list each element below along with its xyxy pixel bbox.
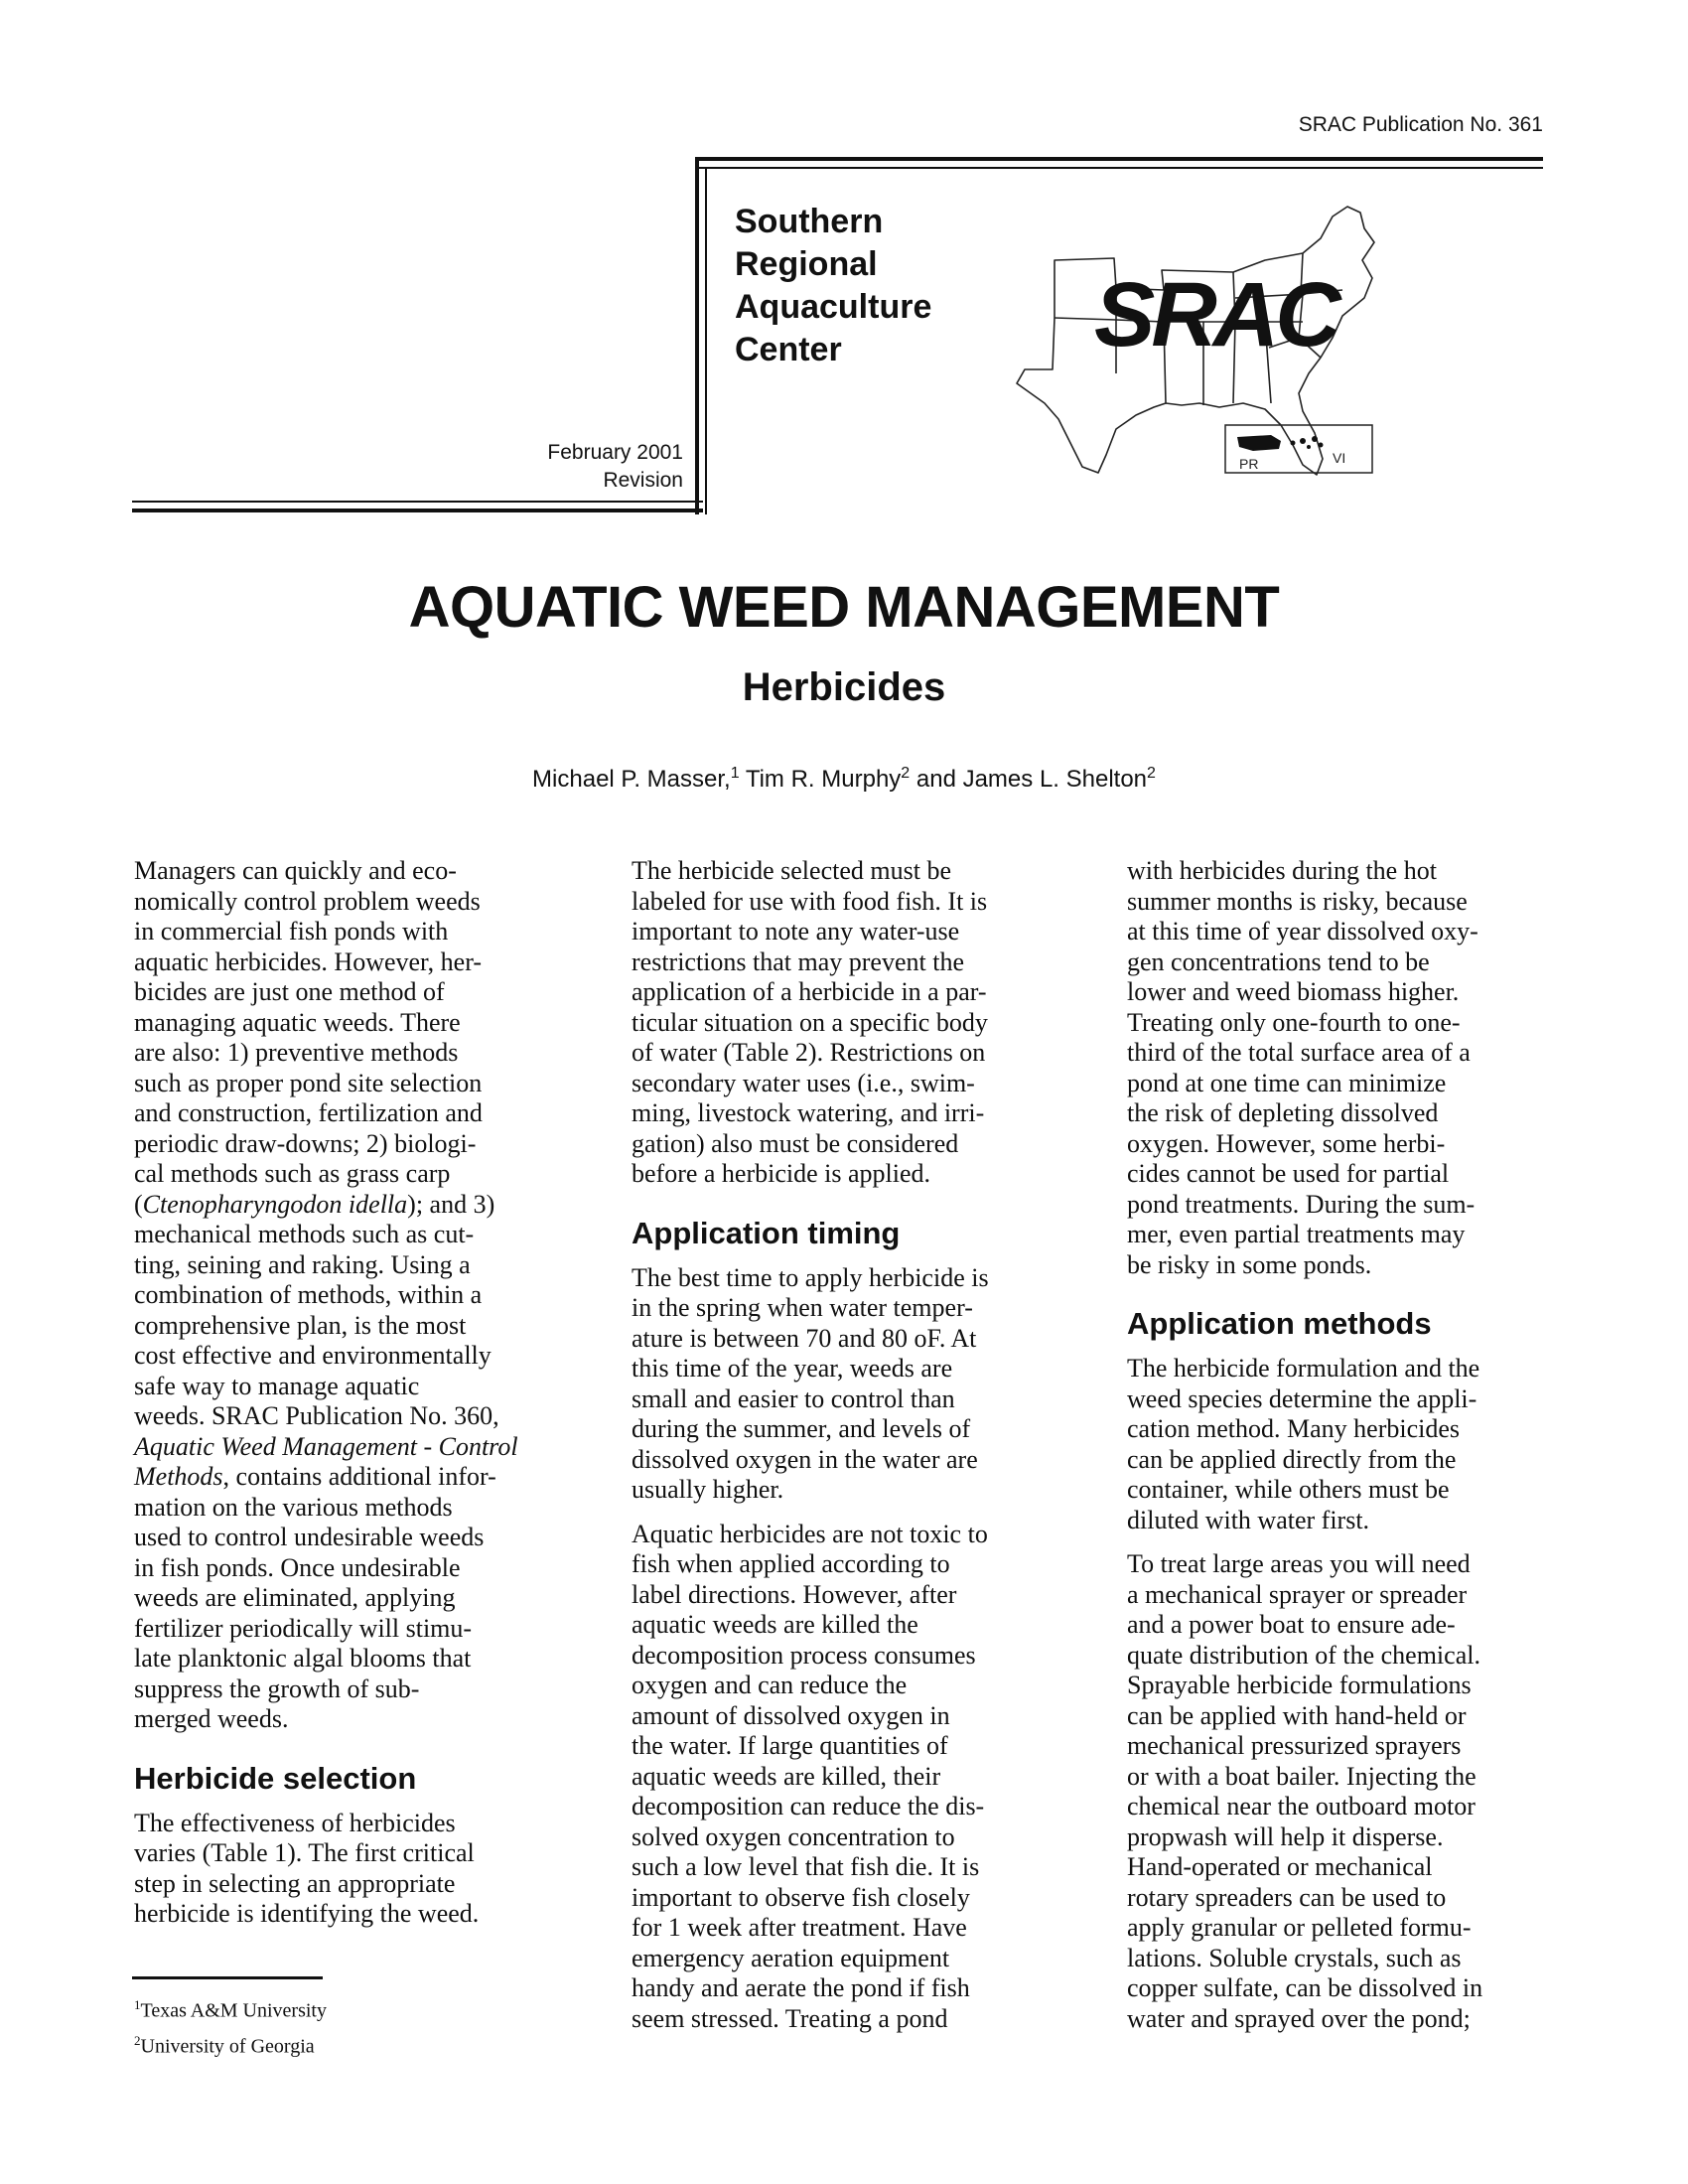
header-rule xyxy=(695,157,1543,161)
text-line: third of the total surface area of a xyxy=(1127,1038,1471,1067)
column-1 xyxy=(134,856,571,1944)
paragraph xyxy=(632,1263,1068,1506)
text-line: mation on the various methods xyxy=(134,1492,453,1522)
text-line: propwash will help it disperse. xyxy=(1127,1821,1444,1851)
affiliation-marker: 2 xyxy=(901,765,911,782)
text-line: Managers can quickly and eco- xyxy=(134,856,457,885)
text-line: gation) also must be considered xyxy=(632,1128,959,1158)
text-line: are also: 1) preventive methods xyxy=(134,1038,459,1067)
paragraph xyxy=(1127,1549,1564,2034)
footnotes xyxy=(134,1990,327,2061)
text-line: lations. Soluble crystals, such as xyxy=(1127,1943,1462,1972)
document-title: AQUATIC WEED MANAGEMENT xyxy=(408,575,1280,640)
org-line: Center xyxy=(735,331,842,368)
text-line: emergency aeration equipment xyxy=(632,1943,950,1972)
footnote-marker: 1 xyxy=(134,1997,141,2012)
vi-label: VI xyxy=(1333,450,1346,466)
text-line: be risky in some ponds. xyxy=(1127,1249,1372,1279)
text-line: important to note any water-use xyxy=(632,917,960,946)
footnote-marker: 2 xyxy=(134,2032,141,2048)
text-line: at this time of year dissolved oxy- xyxy=(1127,917,1478,946)
text-line: a mechanical sprayer or spreader xyxy=(1127,1579,1468,1609)
author-name: Tim R. Murphy xyxy=(739,766,902,793)
header-rule xyxy=(132,501,703,503)
text-line: pond treatments. During the sum- xyxy=(1127,1189,1476,1219)
text-line: copper sulfate, can be dissolved in xyxy=(1127,1973,1483,2002)
document-subtitle: Herbicides xyxy=(742,665,946,709)
org-line: Regional xyxy=(735,245,878,283)
paragraph xyxy=(632,1520,1068,2035)
paragraph xyxy=(1127,856,1564,1280)
text-line: this time of the year, weeds are xyxy=(632,1354,953,1383)
text-line: rotary spreaders can be used to xyxy=(1127,1882,1447,1912)
text-line: before a herbicide is applied. xyxy=(632,1159,931,1188)
paragraph xyxy=(134,856,571,1735)
text-line: decomposition can reduce the dis- xyxy=(632,1792,985,1820)
puerto-rico-shape xyxy=(1237,435,1281,451)
text-line: (Ctenopharyngodon idella); and 3) xyxy=(134,1189,495,1219)
text-line: dissolved oxygen in the water are xyxy=(632,1444,978,1474)
srac-map-logo xyxy=(1005,199,1402,487)
text-line: usually higher. xyxy=(632,1475,784,1504)
revision-text: Revision xyxy=(603,469,683,492)
text-line: important to observe fish closely xyxy=(632,1882,970,1912)
text-line: periodic draw-downs; 2) biologi- xyxy=(134,1128,477,1158)
text-line: suppress the growth of sub- xyxy=(134,1674,420,1703)
section-heading: Application methods xyxy=(1127,1306,1432,1341)
text-line: lower and weed biomass higher. xyxy=(1127,977,1460,1006)
text-line: diluted with water first. xyxy=(1127,1505,1370,1534)
text-line: bicides are just one method of xyxy=(134,977,445,1006)
text-line: pond at one time can minimize xyxy=(1127,1068,1447,1097)
text-line: The herbicide formulation and the xyxy=(1127,1354,1480,1383)
text-line: Aquatic Weed Management - Control xyxy=(134,1431,518,1461)
text-line: application of a herbicide in a par- xyxy=(632,977,987,1006)
paragraph xyxy=(134,1809,571,1930)
text-line: safe way to manage aquatic xyxy=(134,1371,420,1400)
logo-text: SRAC xyxy=(1094,264,1337,365)
text-line: decomposition process consumes xyxy=(632,1640,976,1670)
text-line: weeds. SRAC Publication No. 360, xyxy=(134,1401,499,1430)
text-line: ming, livestock watering, and irri- xyxy=(632,1098,985,1127)
text-line: secondary water uses (i.e., swim- xyxy=(632,1068,975,1097)
text-line: Methods, contains additional infor- xyxy=(134,1462,496,1491)
text-line: nomically control problem weeds xyxy=(134,886,481,916)
header-rule xyxy=(695,157,699,514)
text-line: weeds are eliminated, applying xyxy=(134,1583,456,1612)
text-line: oxygen. However, some herbi- xyxy=(1127,1128,1446,1158)
section-heading: Application timing xyxy=(632,1215,901,1250)
text-line: for 1 week after treatment. Have xyxy=(632,1913,967,1942)
text-line: herbicide is identifying the weed. xyxy=(134,1899,480,1928)
date-text: February 2001 xyxy=(547,441,683,464)
text-line: mechanical methods such as cut- xyxy=(134,1220,475,1248)
text-line: cides cannot be used for partial xyxy=(1127,1159,1450,1188)
text-line: varies (Table 1). The first critical xyxy=(134,1838,475,1867)
text-line: managing aquatic weeds. There xyxy=(134,1007,461,1037)
text-line: and construction, fertilization and xyxy=(134,1098,483,1127)
text-line: amount of dissolved oxygen in xyxy=(632,1700,950,1730)
text-line: of water (Table 2). Restrictions on xyxy=(632,1038,986,1067)
text-line: cal methods such as grass carp xyxy=(134,1159,451,1188)
text-line: label directions. However, after xyxy=(632,1579,957,1609)
footnote-text: University of Georgia xyxy=(140,2035,315,2058)
text-line: in commercial fish ponds with xyxy=(134,917,449,946)
organization-name xyxy=(735,201,931,371)
text-line: To treat large areas you will need xyxy=(1127,1549,1471,1578)
text-line: quate distribution of the chemical. xyxy=(1127,1640,1480,1670)
column-2 xyxy=(632,856,1068,2048)
header-rule xyxy=(705,167,707,514)
text-line: seem stressed. Treating a pond xyxy=(632,2003,948,2033)
text-line: mechanical pressurized sprayers xyxy=(1127,1731,1462,1760)
text-line: water and sprayed over the pond; xyxy=(1127,2003,1471,2033)
pr-label: PR xyxy=(1239,456,1259,472)
text-line: ticular situation on a specific body xyxy=(632,1007,988,1037)
text-line: solved oxygen concentration to xyxy=(632,1821,955,1851)
footnote xyxy=(134,2026,327,2062)
text-line: cation method. Many herbicides xyxy=(1127,1414,1461,1443)
text-line: restrictions that may prevent the xyxy=(632,946,965,976)
text-line: weed species determine the appli- xyxy=(1127,1383,1477,1413)
text-line: summer months is risky, because xyxy=(1127,886,1468,916)
text-line: ting, seining and raking. Using a xyxy=(134,1249,471,1279)
column-3 xyxy=(1127,856,1564,2048)
text-line: The best time to apply herbicide is xyxy=(632,1262,989,1292)
text-line: The herbicide selected must be xyxy=(632,856,951,885)
text-line: Treating only one-fourth to one- xyxy=(1127,1007,1461,1037)
footnote-text: Texas A&M University xyxy=(140,1999,327,2022)
text-line: labeled for use with food fish. It is xyxy=(632,886,988,916)
text-line: the water. If large quantities of xyxy=(632,1731,948,1760)
text-line: or with a boat bailer. Injecting the xyxy=(1127,1761,1477,1791)
text-line: small and easier to control than xyxy=(632,1383,955,1413)
text-line: fish when applied according to xyxy=(632,1549,950,1578)
text-line: merged weeds. xyxy=(134,1704,289,1733)
publication-number: SRAC Publication No. 361 xyxy=(1298,113,1543,136)
affiliation-marker: 1 xyxy=(730,765,740,782)
text-line: such a low level that fish die. It is xyxy=(632,1852,980,1881)
text-line: in fish ponds. Once undesirable xyxy=(134,1552,461,1582)
text-line: late planktonic algal blooms that xyxy=(134,1644,472,1673)
text-line: the risk of depleting dissolved xyxy=(1127,1098,1439,1127)
text-line: Aquatic herbicides are not toxic to xyxy=(632,1519,988,1548)
header-rule xyxy=(132,509,703,512)
text-line: such as proper pond site selection xyxy=(134,1068,483,1097)
text-line: gen concentrations tend to be xyxy=(1127,946,1430,976)
text-line: can be applied directly from the xyxy=(1127,1444,1457,1474)
org-line: Aquaculture xyxy=(735,288,932,326)
text-line: aquatic weeds are killed the xyxy=(632,1610,918,1639)
text-line: aquatic weeds are killed, their xyxy=(632,1761,941,1791)
text-line: can be applied with hand-held or xyxy=(1127,1700,1467,1730)
affiliation-marker: 2 xyxy=(1147,765,1156,782)
text-line: in the spring when water temper- xyxy=(632,1293,973,1322)
footnote-rule xyxy=(132,1976,323,1979)
author-line xyxy=(0,765,1688,794)
text-line: aquatic herbicides. However, her- xyxy=(134,946,482,976)
author-name: and James L. Shelton xyxy=(910,766,1148,793)
text-line: mer, even partial treatments may xyxy=(1127,1220,1466,1248)
text-line: during the summer, and levels of xyxy=(632,1414,971,1443)
text-line: handy and aerate the pond if fish xyxy=(632,1973,970,2002)
text-line: combination of methods, within a xyxy=(134,1280,483,1309)
text-line: with herbicides during the hot xyxy=(1127,856,1437,885)
text-line: step in selecting an appropriate xyxy=(134,1868,456,1898)
author-name: Michael P. Masser, xyxy=(532,766,731,793)
text-line: used to control undesirable weeds xyxy=(134,1523,485,1551)
paragraph xyxy=(1127,1354,1564,1535)
org-line: Southern xyxy=(735,203,884,240)
text-line: fertilizer periodically will stimu- xyxy=(134,1613,473,1643)
text-line: container, while others must be xyxy=(1127,1475,1450,1504)
text-line: comprehensive plan, is the most xyxy=(134,1310,467,1340)
text-line: cost effective and environmentally xyxy=(134,1341,492,1370)
header-rule xyxy=(695,167,1543,169)
text-line: and a power boat to ensure ade- xyxy=(1127,1610,1456,1639)
text-line: chemical near the outboard motor xyxy=(1127,1792,1476,1820)
paragraph xyxy=(632,856,1068,1190)
footnote xyxy=(134,1990,327,2026)
text-line: apply granular or pelleted formu- xyxy=(1127,1913,1472,1942)
text-line: The effectiveness of herbicides xyxy=(134,1808,456,1837)
publication-date xyxy=(427,439,683,495)
text-line: oxygen and can reduce the xyxy=(632,1671,908,1699)
text-line: Sprayable herbicide formulations xyxy=(1127,1671,1472,1699)
section-heading: Herbicide selection xyxy=(134,1760,417,1796)
text-line: ature is between 70 and 80 oF. At xyxy=(632,1323,977,1353)
text-line: Hand-operated or mechanical xyxy=(1127,1852,1433,1881)
